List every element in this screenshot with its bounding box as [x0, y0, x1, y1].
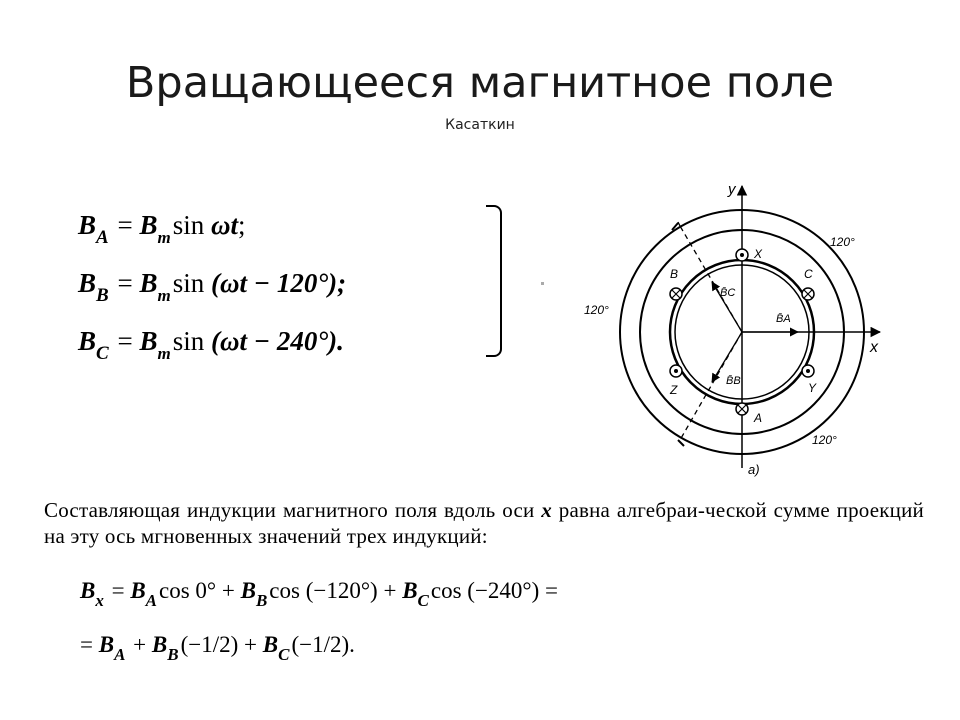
angle-label-bottom: 120° [812, 433, 837, 447]
coil-label-x: X [754, 247, 763, 261]
projection-line-2: = $B_A + B_B(-1/2) + B_C(-1/2)$. [80, 632, 355, 664]
angle-label-left: 120° [584, 303, 609, 317]
coil-a [736, 403, 748, 415]
projection-line-1: $B_x = B_A\cos$ $0^\circ + B_B\cos$ $(-120^\circ) + B_C\cos$ (−240°) = [80, 578, 559, 610]
coil-z [670, 365, 682, 377]
coil-label-a: A [754, 411, 763, 425]
equation-bb: $B_B = B_m\sin$ (ωt − 120°); [78, 268, 347, 306]
explanation-paragraph: Составляющая индукции магнитного поля вдоль оси x равна алгебраи-ческой сумме проекций на эту ось мгновенных значений трех индукций: [44, 498, 924, 548]
coil-y [802, 365, 814, 377]
coil-x [736, 249, 748, 261]
rotating-field-diagram [580, 178, 900, 478]
coil-b [670, 288, 682, 300]
coil-label-b: B [670, 267, 679, 281]
slide-title: Вращающееся магнитное поле [125, 58, 835, 108]
y-axis-label: y [728, 181, 736, 198]
right-brace [486, 205, 502, 357]
vector-label-ba: B̄A [776, 313, 791, 325]
diagram-caption: a) [748, 462, 760, 477]
coil-label-c: C [804, 267, 813, 281]
coil-label-y: Y [808, 381, 817, 395]
equation-bc: $B_C = B_m\sin$ (ωt − 240°). [78, 326, 344, 364]
x-axis-label: x [870, 339, 878, 356]
coil-label-z: Z [670, 383, 678, 397]
vector-label-bc: B̄C [720, 287, 736, 299]
dot-mark [541, 282, 544, 285]
slide-author: Касаткин [445, 117, 515, 133]
coil-c [802, 288, 814, 300]
vector-label-bb: B̄B [726, 375, 741, 387]
equation-ba: $B_A = B_m\sin$ ωt; [78, 210, 246, 248]
angle-label-top: 120° [830, 235, 855, 249]
